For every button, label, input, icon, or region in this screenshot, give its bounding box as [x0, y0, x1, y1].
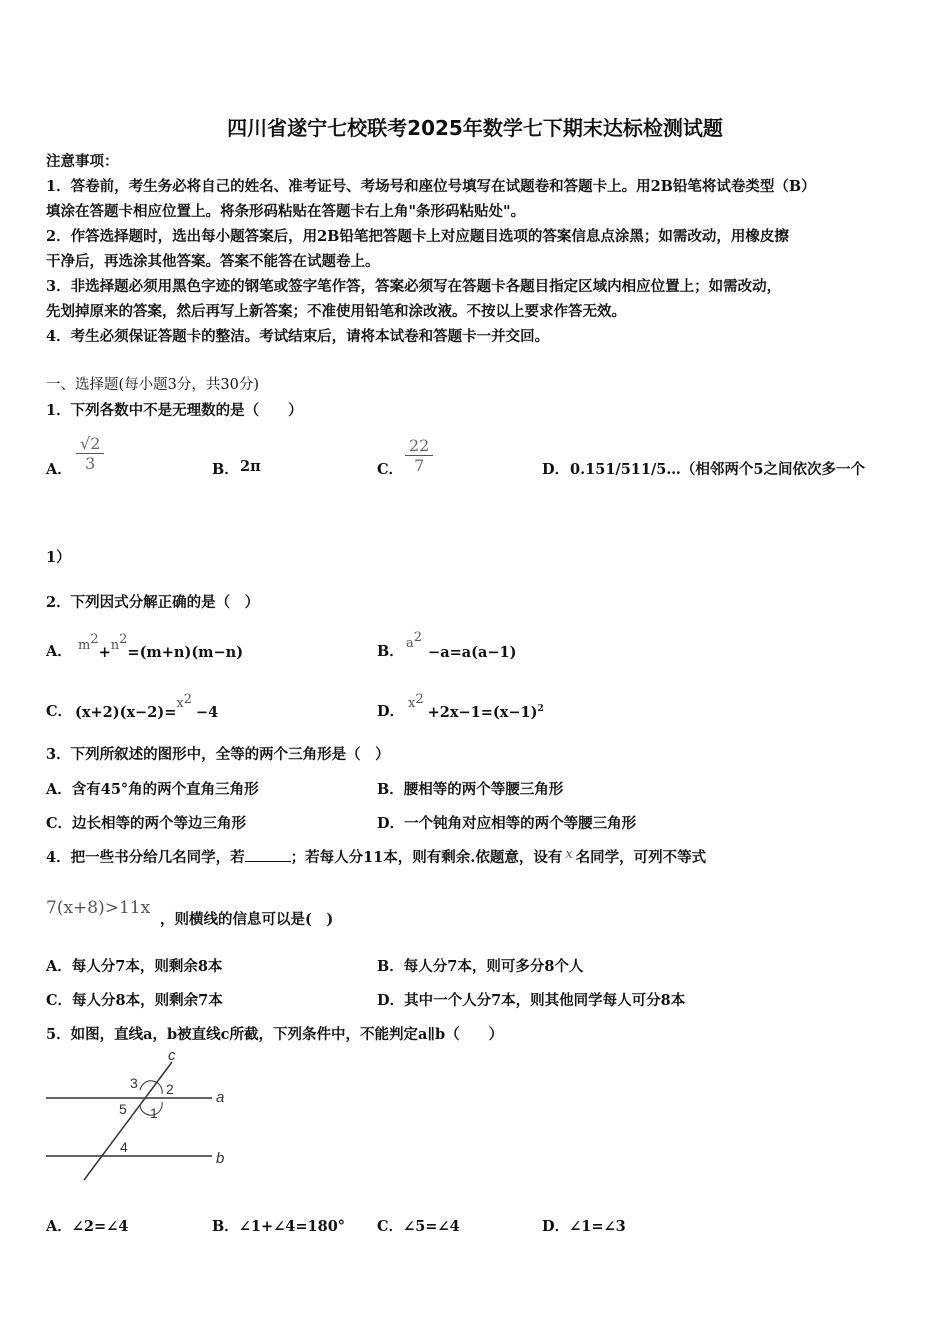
q2-stem: 2．下列因式分解正确的是（ ）	[46, 594, 260, 611]
q4-option-b: B．每人分7本，则可多分8个人	[377, 958, 584, 975]
math-var: x	[408, 695, 416, 711]
math-var: x	[176, 695, 184, 711]
q2-option-c-label: C．	[46, 703, 73, 720]
exponent: 2	[119, 632, 128, 647]
q2-option-c	[75, 692, 219, 721]
notice-line: 填涂在答题卡相应位置上。将条形码粘贴在答题卡右上角"条形码粘贴处"。	[46, 203, 526, 220]
equation-rest: −4	[195, 703, 219, 721]
q1-option-b: 2π	[240, 458, 261, 475]
angle-1-label: 1	[150, 1105, 158, 1121]
angle-4-label: 4	[120, 1139, 128, 1155]
q1-option-c-fraction	[405, 436, 433, 475]
q5-option-d: D．∠1=∠3	[542, 1218, 626, 1235]
q3-option-a: A．含有45°角的两个直角三角形	[46, 781, 259, 798]
q1-option-d: 0.151/511/5…（相邻两个5之间依次多一个	[570, 461, 865, 478]
angle-arc	[140, 1081, 162, 1094]
line-c	[84, 1062, 172, 1180]
notice-line: 先划掉原来的答案，然后再写上新答案；不准使用铅笔和涂改液。不按以上要求作答无效。	[46, 303, 626, 320]
q2-option-a	[78, 632, 244, 661]
q1-option-c-label: C．	[377, 461, 404, 478]
label-a: a	[216, 1089, 225, 1106]
q4-stem-part: 4．把一些书分给几名同学，若	[46, 849, 245, 866]
notice-line: 4．考生必须保证答题卡的整洁。考试结束后，请将本试卷和答题卡一并交回。	[46, 328, 550, 345]
q3-stem: 3．下列所叙述的图形中，全等的两个三角形是（ ）	[46, 746, 390, 763]
fraction-numerator: √2	[76, 434, 104, 454]
page-title: 四川省遂宁七校联考2025年数学七下期末达标检测试题	[227, 116, 723, 140]
fraction-denominator: 3	[85, 454, 96, 473]
q1-option-a-label: A．	[46, 461, 72, 478]
notice-line: 1．答卷前，考生务必将自己的姓名、准考证号、考场号和座位号填写在试题卷和答题卡上。用2B铅笔将试卷类型（B）	[46, 178, 816, 195]
notice-line: 2．作答选择题时，选出每小题答案后，用2B铅笔把答题卡上对应题目选项的答案信息点涂黑；如需改动，用橡皮擦	[46, 228, 789, 245]
q1-option-b-label: B．	[212, 461, 239, 478]
q5-stem: 5．如图，直线a，b被直线c所截，下列条件中，不能判定a∥b（ ）	[46, 1026, 504, 1043]
math-var: x	[565, 847, 573, 862]
angle-3-label: 3	[130, 1075, 138, 1091]
fraction-numerator: 22	[405, 436, 433, 456]
equation-rest: +2x−1=(x−1)	[427, 703, 538, 721]
q5-option-c: C．∠5=∠4	[377, 1218, 460, 1235]
q4-stem	[46, 845, 706, 871]
exponent: 2	[413, 630, 423, 645]
q5-figure	[40, 1050, 240, 1185]
q2-option-d	[408, 692, 544, 721]
q4-option-d: D．其中一个人分7本，则其他同学每人可分8本	[377, 992, 686, 1009]
q4-stem-part: ；若每人分11本，则有剩余.依题意，设有	[290, 849, 563, 866]
label-c: c	[168, 1050, 176, 1064]
q4-option-a: A．每人分7本，则剩余8本	[46, 958, 223, 975]
q1-option-d-tail: 1）	[46, 549, 71, 566]
exponent: 2	[183, 692, 192, 707]
q1-option-a-fraction	[76, 434, 104, 473]
q3-option-c: C．边长相等的两个等边三角形	[46, 815, 247, 832]
q4-inequality: 7(x+8)>11x	[46, 898, 151, 918]
notice-line: 3．非选择题必须用黑色字迹的钢笔或签字笔作答，答案必须写在答题卡各题目指定区域内相应位置上；如需改动，	[46, 278, 782, 295]
label-b: b	[216, 1150, 225, 1167]
q1-stem: 1．下列各数中不是无理数的是（ ）	[46, 402, 303, 419]
angle-2-label: 2	[166, 1081, 174, 1097]
notice-line: 干净后，再选涂其他答案。答案不能答在试题卷上。	[46, 253, 380, 270]
equation-left: (x+2)(x−2)=	[75, 703, 177, 721]
math-var: n	[110, 637, 120, 653]
q4-after: ，则横线的信息可以是( )	[160, 911, 334, 928]
q2-option-d-label: D．	[377, 703, 405, 720]
exponent: 2	[415, 692, 424, 707]
q4-option-c: C．每人分8本，则剩余7本	[46, 992, 223, 1009]
q2-option-b-label: B．	[377, 643, 404, 660]
math-var: a	[406, 635, 414, 651]
equation-rest: −a=a(a−1)	[428, 643, 517, 661]
equation-rest: =(m+n)(m−n)	[127, 643, 244, 661]
section-heading: 一、选择题(每小题3分，共30分)	[46, 377, 259, 393]
q5-option-b: B．∠1+∠4=180°	[212, 1218, 346, 1235]
exponent: 2	[90, 632, 99, 647]
q2-option-b	[406, 630, 517, 661]
q3-option-b: B．腰相等的两个等腰三角形	[377, 781, 564, 798]
fraction-denominator: 7	[414, 456, 425, 475]
notice-heading: 注意事项：	[46, 153, 119, 170]
q1-option-d-label: D．	[542, 461, 570, 478]
math-var: m	[78, 637, 91, 653]
q2-option-a-label: A．	[46, 643, 72, 660]
q4-stem-part: 名同学，可列不等式	[575, 849, 707, 866]
q5-option-a: A．∠2=∠4	[46, 1218, 129, 1235]
answer-blank	[245, 847, 291, 862]
plus-sign: +	[98, 643, 111, 661]
exponent: 2	[537, 704, 544, 714]
angle-5-label: 5	[119, 1101, 127, 1117]
q3-option-d: D．一个钝角对应相等的两个等腰三角形	[377, 815, 637, 832]
